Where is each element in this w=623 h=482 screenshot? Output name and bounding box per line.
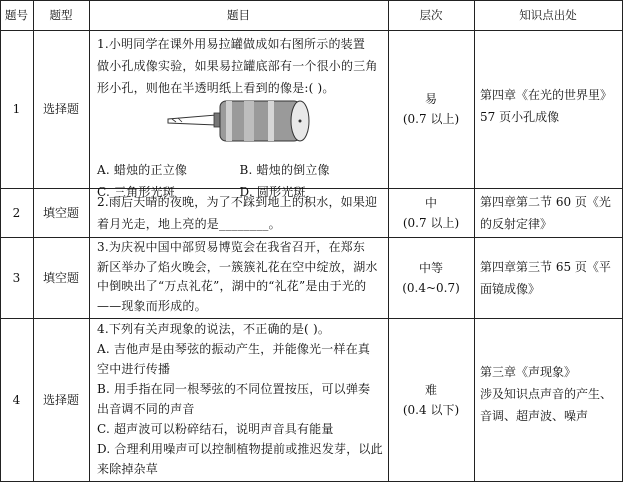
- knowledge-line: 音调、超声波、噪声: [480, 409, 589, 423]
- knowledge-line: 57 页小孔成像: [480, 110, 560, 124]
- question-line: B. 用手指在同一根琴弦的不同位置按压，可以弹奏: [97, 382, 371, 396]
- level-label: 中等: [418, 260, 443, 275]
- question-line: A. 吉他声是由琴弦的振动产生，并能像光一样在真: [97, 342, 371, 356]
- pinhole-camera-figure: [164, 95, 314, 147]
- row-4-type: 选择题: [42, 392, 79, 407]
- knowledge-line: 第三章《声现象》: [480, 365, 577, 379]
- question-line: 3.为庆祝中国中部贸易博览会在我省召开，在郑东: [97, 240, 366, 254]
- row-1-level: [388, 30, 474, 188]
- level-range: (0.4~0.7): [402, 280, 460, 295]
- question-line: 空中进行传播: [97, 362, 171, 376]
- row-4-knowledge: [474, 361, 622, 431]
- row-2-level: [388, 188, 474, 237]
- row-3-knowledge: [474, 256, 622, 302]
- row-3-type: 填空题: [42, 270, 79, 285]
- row-4-question: [89, 319, 388, 481]
- knowledge-line: 涉及知识点声音的产生、: [480, 387, 613, 401]
- question-line: 形小孔，则他在半透明纸上看到的像是:( )。: [97, 81, 335, 95]
- level-range: (0.7 以上): [402, 112, 460, 126]
- knowledge-line: 第四章第二节 60 页《光: [480, 195, 611, 209]
- knowledge-line: 面镜成像》: [480, 282, 541, 296]
- row-2-type: 填空题: [42, 205, 79, 220]
- knowledge-line: 第四章《在光的世界里》: [480, 88, 613, 102]
- row-4-level: [388, 318, 474, 481]
- row-2-knowledge: [474, 191, 622, 237]
- header-knowledge: 知识点出处: [519, 8, 577, 22]
- question-line: C. 超声波可以粉碎结石，说明声音具有能量: [97, 422, 334, 436]
- option-row: [97, 159, 382, 181]
- question-line: 新区举办了焰火晚会，一簇簇礼花在空中绽放，湖水: [97, 259, 378, 274]
- row-1-knowledge: [474, 84, 622, 144]
- row-3-question: [89, 238, 388, 318]
- knowledge-line: 第四章第三节 65 页《平: [480, 260, 611, 274]
- question-line: D. 合理利用噪声可以控制植物提前或推迟发芽，以此: [97, 442, 383, 456]
- question-line: 2.雨后天晴的夜晚，为了不踩到地上的积水，如果迎: [97, 195, 378, 209]
- option-b: B. 蜡烛的倒立像: [239, 163, 330, 177]
- question-line: 着月光走，地上亮的是________。: [97, 217, 281, 231]
- row-3-level: [388, 237, 474, 318]
- rule: [0, 30, 623, 31]
- question-line: 来除掉杂草: [97, 462, 159, 476]
- row-3-num: 3: [12, 270, 21, 285]
- option-c: C. 三角形光斑: [97, 185, 175, 199]
- row-2-num: 2: [12, 205, 21, 220]
- option-d: D. 圆形光斑: [239, 185, 306, 199]
- knowledge-line: 的反射定律》: [480, 217, 553, 231]
- level-label: 易: [424, 92, 437, 106]
- header-type: 题型: [49, 8, 73, 22]
- level-range: (0.7 以上): [402, 215, 460, 230]
- row-2-question: [89, 191, 388, 237]
- level-label: 中: [424, 195, 437, 210]
- row-1-num: 1: [12, 102, 21, 116]
- header-level: 层次: [419, 8, 443, 22]
- level-label: 难: [424, 382, 437, 397]
- header-question: 题目: [227, 8, 250, 22]
- question-line: 1.小明同学在课外用易拉罐做成如右图所示的装置: [97, 37, 366, 51]
- question-line: 中倒映出了“万点礼花”，湖中的“礼花”是由于光的: [97, 279, 367, 293]
- option-a: A. 蜡烛的正立像: [97, 163, 188, 177]
- question-line: 4.下列有关声现象的说法，不正确的是( )。: [97, 322, 331, 336]
- question-line: ——现象而形成的。: [97, 298, 207, 313]
- level-range: (0.4 以下): [402, 402, 460, 417]
- row-1-type: 选择题: [42, 102, 79, 116]
- header-num: 题号: [5, 8, 28, 22]
- row-4-num: 4: [12, 392, 21, 407]
- question-line: 出音调不同的声音: [97, 402, 195, 416]
- question-line: 做小孔成像实验，如果易拉罐底部有一个很小的三角: [97, 59, 378, 73]
